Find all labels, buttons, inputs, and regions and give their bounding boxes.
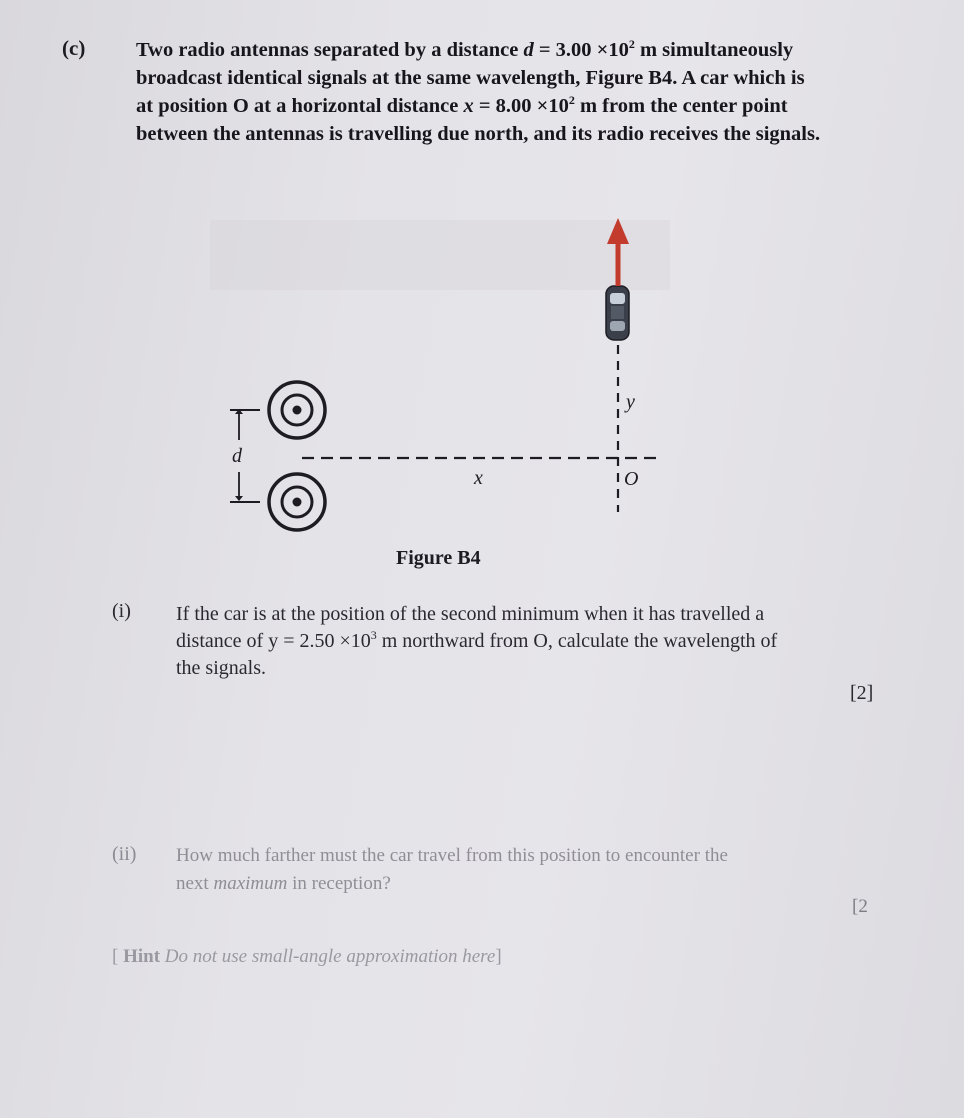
hint-note: [ Hint Do not use small-angle approximation here] (112, 946, 502, 967)
part-c-statement (136, 36, 896, 148)
car-icon (606, 286, 629, 340)
question-2-marks: [2 (852, 896, 868, 917)
question-1-number: (i) (112, 600, 131, 622)
q1-line-1: If the car is at the position of the second minimum when it has travelled a (176, 603, 765, 625)
figure-caption: Figure B4 (396, 547, 481, 569)
part-label: (c) (62, 36, 86, 60)
question-1-text (176, 601, 886, 682)
statement-line-3: at position O at a horizontal distance $x = 8.00 \times 10^2$ m from the center point (136, 93, 788, 117)
q2-line-1: How much farther must the car travel from this position to encounter the (176, 845, 728, 866)
label-origin-o: O (624, 468, 639, 490)
antenna-bottom (269, 474, 325, 530)
q1-line-2: distance of $y = 2.50 \times 10^3$ m northward from O, calculate the wavelength of (176, 628, 778, 652)
q2-line-2: next maximum in reception? (176, 873, 391, 894)
statement-line-1: Two radio antennas separated by a distance $d = 3.00 \times 10^2$ m simultaneously (136, 37, 794, 61)
question-2-text (176, 842, 886, 898)
question-2-number: (ii) (112, 843, 137, 865)
label-y: y (626, 391, 635, 413)
label-x: x (474, 467, 483, 489)
label-d: d (232, 445, 242, 467)
ghost-print-band (210, 220, 670, 290)
q1-line-3: the signals. (176, 657, 266, 679)
statement-line-4: between the antennas is travelling due north, and its radio receives the signals. (136, 123, 821, 145)
statement-line-2: broadcast identical signals at the same wavelength, Figure B4. A car which is (136, 67, 805, 89)
antenna-top (269, 382, 325, 438)
figure-b4-diagram (200, 200, 680, 540)
question-1-marks: [2] (850, 682, 874, 704)
